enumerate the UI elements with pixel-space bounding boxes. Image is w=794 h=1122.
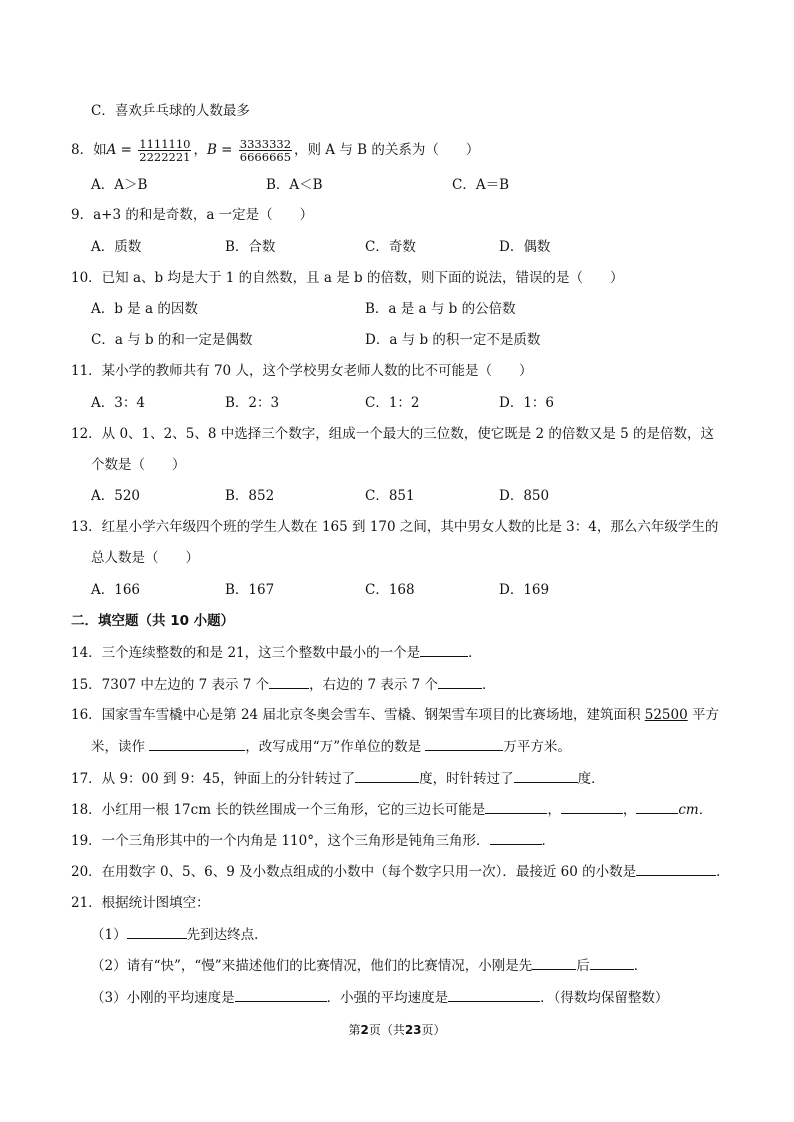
q15-end: ． (482, 677, 496, 693)
q8-stem (71, 138, 479, 163)
q18-comma2: ， (622, 802, 637, 818)
q14-end: ． (468, 645, 482, 661)
footer-text-c: 页） (421, 1023, 446, 1037)
q15-blank1[interactable] (269, 674, 309, 689)
q17-text1: 17．从 9：00 到 9：45，钟面上的分针转过了 (71, 771, 356, 787)
q8-fraction-a-num: 1111110 (139, 137, 191, 151)
q13-stem-line2: 总人数是（ ） (91, 550, 199, 566)
q17-end: 度． (577, 771, 605, 787)
q10-stem: 10．已知 a、b 均是大于 1 的自然数，且 a 是 b 的倍数，则下面的说法，错误的是（ ） (71, 270, 624, 286)
q20 (71, 861, 730, 882)
q16-text4: ，改写成用“万”作单位的数是 (245, 739, 426, 755)
q18 (71, 799, 712, 820)
q18-blank3[interactable] (636, 799, 678, 814)
q8-prefix: 8．如 (71, 142, 107, 158)
section-heading-fill-in: 二．填空题（共 10 小题） (71, 613, 235, 629)
q8-option-c: C．A＝B (452, 177, 509, 193)
q21-sub2 (91, 955, 647, 976)
q8-fraction-b-num: 3333332 (239, 137, 292, 151)
q14-answer-blank[interactable] (420, 642, 468, 657)
q15-text1: 15．7307 中左边的 7 表示 7 个 (71, 677, 270, 693)
q11-stem: 11．某小学的教师共有 70 人，这个学校男女老师人数的比不可能是（ ） (71, 363, 533, 379)
q13-option-d: D．169 (499, 582, 550, 598)
q8-b-var: B (206, 142, 217, 158)
q17-blank1[interactable] (355, 768, 419, 783)
q17-blank2[interactable] (514, 768, 578, 783)
q9-option-a: A．质数 (91, 239, 142, 255)
q18-blank1[interactable] (485, 799, 547, 814)
q11-option-a: A．3：4 (91, 395, 145, 411)
q13-stem-line1: 13．红星小学六年级四个班的学生人数在 165 到 170 之间，其中男女人数的比是 3：4，那么六年级学生的 (71, 519, 719, 535)
q21-sub3-text1: （3）小刚的平均速度是 (91, 990, 235, 1006)
q8-fraction-b (239, 138, 292, 163)
q12-option-c: C．851 (365, 488, 415, 504)
q19-blank[interactable] (490, 830, 542, 845)
q21-sub3-text2: ．小强的平均速度是 (326, 990, 449, 1006)
q8-option-a: A．A＞B (91, 177, 148, 193)
q21-sub2-text2: 后 (576, 958, 590, 974)
q12-option-b: B．852 (225, 488, 275, 504)
q18-text1: 18．小红用一根 17cm 长的铁丝围成一个三角形，它的三边长可能是 (71, 802, 486, 818)
q21-sub2-blank1[interactable] (532, 955, 576, 970)
q16-text2: 平方 (687, 707, 719, 723)
q7-option-c: C．喜欢乒乓球的人数最多 (91, 103, 250, 119)
q11-option-d: D．1：6 (499, 395, 555, 411)
q16-text5: 万平方米。 (503, 739, 571, 755)
q18-comma1: ， (547, 802, 561, 818)
q8-option-b: B．A＜B (266, 177, 323, 193)
q10-option-c: C．a 与 b 的和一定是偶数 (91, 332, 253, 348)
q21-sub1 (91, 924, 268, 945)
q13-option-a: A．166 (91, 582, 141, 598)
q8-sep: ， (193, 142, 207, 158)
q20-blank[interactable] (636, 861, 716, 876)
q20-text: 20．在用数字 0、5、6、9 及小数点组成的小数中（每个数字只用一次）．最接近 60 的小数是 (71, 864, 637, 880)
q10-option-a: A．b 是 a 的因数 (91, 301, 198, 317)
q8-fraction-b-den: 6666665 (239, 150, 292, 164)
footer-text-a: 第 (348, 1023, 361, 1037)
footer-total-pages: 23 (404, 1023, 422, 1037)
q21-sub1-blank[interactable] (127, 924, 187, 939)
q16-line1 (71, 705, 719, 725)
q14 (71, 642, 482, 663)
q18-blank2[interactable] (561, 799, 623, 814)
q16-blank-reading[interactable] (149, 736, 245, 751)
footer-page-number: 2 (360, 1023, 369, 1037)
q21-sub3-blank2[interactable] (448, 987, 540, 1002)
q21-sub2-blank2[interactable] (590, 955, 634, 970)
q17-text2: 度，时针转过了 (419, 771, 514, 787)
q21-sub1-label: （1） (91, 927, 127, 943)
q9-option-d: D．偶数 (499, 239, 551, 255)
footer-text-b: 页（共 (368, 1023, 405, 1037)
q16-text3: 米，读作 (91, 739, 150, 755)
q8-fraction-a-den: 2222221 (139, 150, 191, 164)
q12-option-d: D．850 (499, 488, 550, 504)
page-footer (0, 1022, 794, 1038)
q21-sub1-text: 先到达终点． (186, 927, 268, 943)
q21-sub3 (91, 987, 668, 1008)
q12-stem-line1: 12．从 0、1、2、5、8 中选择三个数字，组成一个最大的三位数，使它既是 2 的倍数又是 5 的是倍数，这 (71, 426, 715, 442)
q13-option-c: C．168 (365, 582, 415, 598)
q17 (71, 768, 605, 789)
q16-text1: 16．国家雪车雪橇中心是第 24 届北京冬奥会雪车、雪橇、钢架雪车项目的比赛场地，建筑面积 (71, 707, 645, 723)
q8-suffix: ，则 A 与 B 的关系为（ ） (294, 142, 480, 158)
q9-option-b: B．合数 (225, 239, 276, 255)
q8-eq2: = (216, 142, 237, 158)
q10-option-b: B．a 是 a 与 b 的公倍数 (365, 301, 516, 317)
q19 (71, 830, 555, 851)
q8-fraction-a (138, 138, 191, 163)
q16-blank-wan[interactable] (425, 736, 503, 751)
q9-option-c: C．奇数 (365, 239, 416, 255)
q20-end: ． (716, 864, 730, 880)
q21-sub3-blank1[interactable] (235, 987, 327, 1002)
q21-sub2-end: ． (633, 958, 648, 974)
q19-text: 19．一个三角形其中的一个内角是 110°，这个三角形是钝角三角形． (71, 833, 490, 849)
q21-sub2-text1: （2）请有“快”，“慢”来描述他们的比赛情况，他们的比赛情况，小刚是先 (91, 958, 533, 974)
q18-end: cm． (678, 802, 713, 818)
q16-line2 (91, 736, 571, 757)
q8-eq1: = (116, 142, 137, 158)
q11-option-b: B．2：3 (225, 395, 280, 411)
q15-blank2[interactable] (438, 674, 482, 689)
q19-end: ． (541, 833, 555, 849)
q9-stem: 9．a+3 的和是奇数，a 一定是（ ） (71, 207, 314, 223)
q10-option-d: D．a 与 b 的积一定不是质数 (365, 332, 541, 348)
q8-a-var: A (106, 142, 117, 158)
q11-option-c: C．1：2 (365, 395, 420, 411)
q12-stem-line2: 个数是（ ） (91, 457, 186, 473)
q15-text2: ，右边的 7 表示 7 个 (309, 677, 439, 693)
q13-option-b: B．167 (225, 582, 275, 598)
q21-sub3-text3: ．（得数均保留整数） (540, 990, 669, 1006)
q16-area-number: 52500 (644, 707, 688, 723)
q12-option-a: A．520 (91, 488, 141, 504)
q15 (71, 674, 496, 695)
q14-text: 14．三个连续整数的和是 21，这三个整数中最小的一个是 (71, 645, 421, 661)
q21-stem: 21．根据统计图填空： (71, 895, 210, 911)
